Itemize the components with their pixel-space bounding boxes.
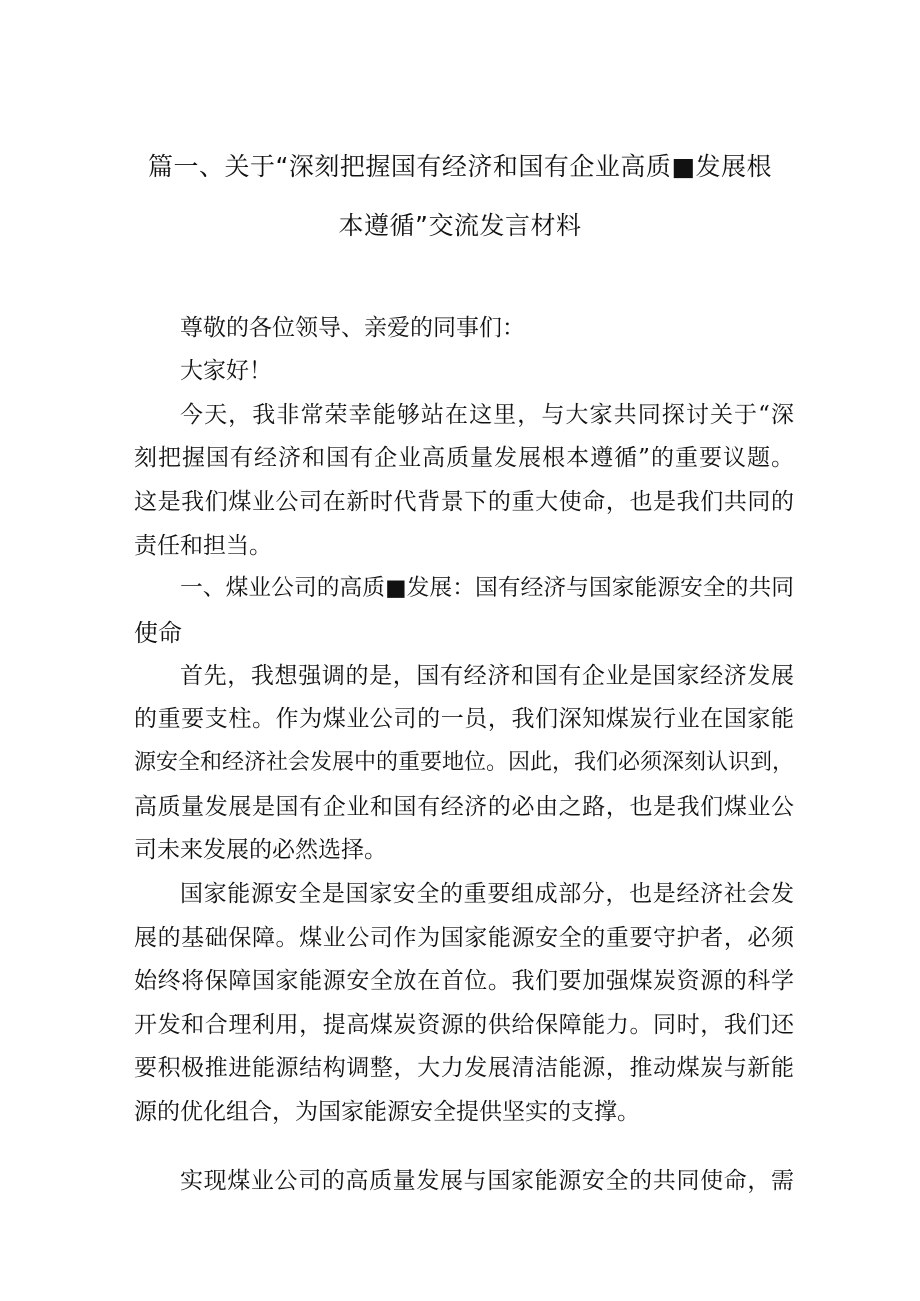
intro-line: 今天，我非常荣幸能够站在这里，与大家共同探讨关于“深 [180, 402, 794, 428]
section-heading-line: 一、煤业公司的高质■发展：国有经济与国家能源安全的共同 [180, 575, 794, 601]
intro-line: 刻把握国有经济和国有企业高质量发展根本遵循”的重要议题。 [134, 445, 794, 471]
greeting: 大家好！ [180, 358, 272, 384]
paragraph-line: 高质量发展是国有企业和国有经济的必由之路，也是我们煤业公 [134, 794, 794, 820]
paragraph-line: 开发和合理利用，提高煤炭资源的供给保障能力。同时，我们还 [134, 1012, 794, 1038]
document-title-line-1: 篇一、关于“深刻把握国有经济和国有企业高质■发展根 [147, 152, 773, 181]
paragraph-line: 司未来发展的必然选择。 [134, 837, 387, 863]
paragraph-line: 展的基础保障。煤业公司作为国家能源安全的重要守护者，必须 [134, 925, 794, 951]
paragraph-line: 实现煤业公司的高质量发展与国家能源安全的共同使命，需 [180, 1168, 794, 1194]
document-title-line-2: 本遵循”交流发言材料 [338, 211, 582, 240]
paragraph-line: 首先，我想强调的是，国有经济和国有企业是国家经济发展 [180, 663, 794, 689]
paragraph-line: 要积极推进能源结构调整，大力发展清洁能源，推动煤炭与新能 [134, 1055, 794, 1081]
paragraph-line: 源安全和经济社会发展中的重要地位。因此，我们必须深刻认识到， [134, 750, 795, 775]
intro-line: 责任和担当。 [134, 533, 272, 559]
salutation: 尊敬的各位领导、亲爱的同事们： [180, 315, 525, 341]
paragraph-line: 国家能源安全是国家安全的重要组成部分，也是经济社会发 [180, 881, 794, 907]
paragraph-line: 始终将保障国家能源安全放在首位。我们要加强煤炭资源的科学 [134, 968, 794, 994]
paragraph-line: 的重要支柱。作为煤业公司的一员，我们深知煤炭行业在国家能 [134, 706, 794, 732]
intro-line: 这是我们煤业公司在新时代背景下的重大使命，也是我们共同的 [134, 489, 794, 515]
paragraph-line: 源的优化组合，为国家能源安全提供坚实的支撑。 [134, 1099, 640, 1125]
section-heading-line: 使命 [134, 619, 182, 647]
